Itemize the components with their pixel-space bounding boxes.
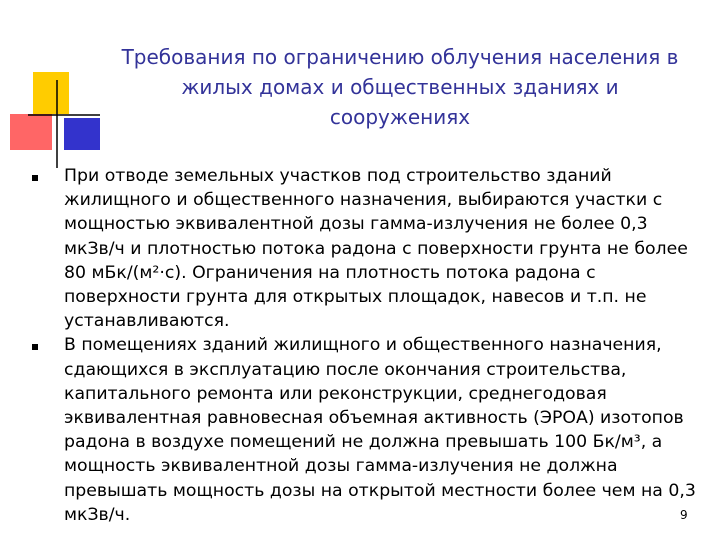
bullet-text-line: превышать мощность дозы на открытой местности более чем на 0,3	[64, 480, 696, 501]
title-line: Требования по ограничению облучения населения в	[121, 45, 679, 69]
bullet-text-line: мкЗв/ч и плотностью потока радона с поверхности грунта не более	[64, 238, 688, 259]
deco-yellow-square	[33, 72, 69, 114]
bullet-text-line: радона в воздухе помещений не должна превышать 100 Бк/м³, а	[64, 432, 663, 453]
page-number: 9	[680, 508, 688, 522]
square-bullet-icon	[32, 344, 38, 350]
bullet-text-line: устанавливаются.	[64, 311, 230, 332]
bullet-text-line: 80 мБк/(м²·с). Ограничения на плотность потока радона с	[64, 262, 596, 283]
title-line: жилых домах и общественных зданиях и	[181, 75, 619, 99]
bullet-text-line: В помещениях зданий жилищного и общественного назначения,	[64, 335, 662, 356]
bullet-item-indoor-radon	[28, 333, 708, 527]
bullet-text-line: мощностью эквивалентной дозы гамма-излучения не более 0,3	[64, 214, 648, 235]
bullet-text-line: капитального ремонта или реконструкции, среднегодовая	[64, 383, 607, 404]
bullet-list	[28, 164, 708, 527]
slide-title	[95, 42, 705, 132]
deco-pink-square	[10, 114, 52, 150]
bullet-text-line: эквивалентная равновесная объемная активность (ЭРОА) изотопов	[64, 408, 684, 429]
decorative-squares-graphic	[0, 0, 110, 170]
bullet-text-line: При отводе земельных участков под строительство зданий	[64, 166, 612, 186]
title-line: сооружениях	[329, 105, 471, 129]
bullet-text-line: сдающихся в эксплуатацию после окончания строительства,	[64, 359, 627, 380]
bullet-text-line: жилищного и общественного назначения, выбираются участки с	[64, 190, 663, 211]
bullet-text-line: поверхности грунта для открытых площадок, навесов и т.п. не	[64, 287, 647, 308]
bullet-text-line: мощность эквивалентной дозы гамма-излучения не должна	[64, 456, 618, 477]
bullet-text-line: мкЗв/ч.	[64, 504, 131, 525]
square-bullet-icon	[32, 175, 38, 181]
bullet-item-land-plots	[28, 164, 708, 333]
